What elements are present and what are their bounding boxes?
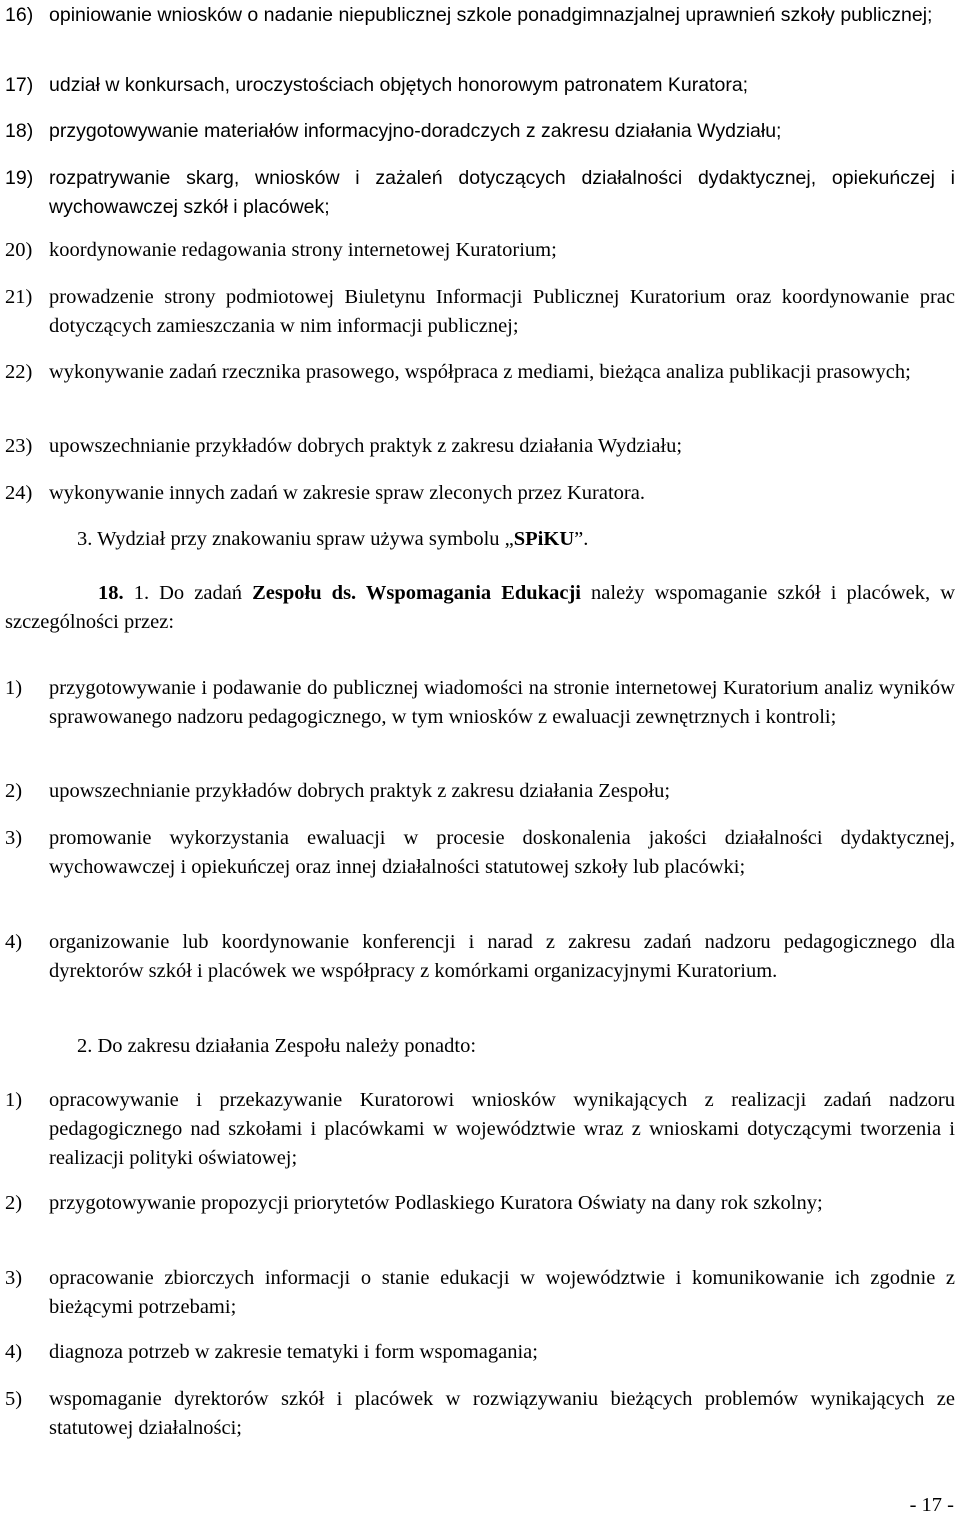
subsection-number: 1.: [133, 582, 150, 604]
list-item-text: przygotowywanie materiałów informacyjno-doradczych z zakresu działania Wydziału;: [49, 120, 782, 142]
list-item: [5, 1, 955, 30]
list-item: [5, 1189, 955, 1218]
list-item: [5, 479, 955, 508]
list-item: [5, 117, 955, 146]
list-item-number: 22): [5, 361, 33, 383]
list-item-number: 2): [5, 1192, 23, 1214]
list-item-number: 20): [5, 239, 33, 261]
list-item: [5, 928, 955, 986]
list-item: [5, 674, 955, 732]
list-item-number: 19): [5, 167, 34, 189]
list-item: [5, 777, 955, 806]
list-item-text: diagnoza potrzeb w zakresie tematyki i form wspomagania;: [49, 1341, 538, 1363]
list-item-text: udział w konkursach, uroczystościach objętych honorowym patronatem Kuratora;: [49, 74, 749, 96]
paragraph-text-b: należy wspomaganie szkół i placówek, w szczególności przez:: [5, 582, 956, 633]
list-item-number: 3): [5, 827, 23, 849]
list-item-number: 21): [5, 286, 33, 308]
list-item-text: opracowanie zbiorczych informacji o stanie edukacji w województwie i komunikowanie ich zgodnie z bieżącymi potrzebami;: [49, 1267, 955, 1318]
list-item-text: przygotowywanie propozycji priorytetów Podlaskiego Kuratora Oświaty na dany rok szkolny;: [49, 1192, 823, 1214]
list-item: [5, 432, 955, 461]
team-name: Zespołu ds. Wspomagania Edukacji: [252, 582, 581, 604]
list-item: [5, 1338, 955, 1367]
section-3-line: [77, 525, 588, 554]
list-item-number: 24): [5, 482, 33, 504]
list-item-number: 3): [5, 1267, 23, 1289]
list-item-number: 5): [5, 1388, 23, 1410]
section-text-end: ”.: [574, 528, 589, 550]
list-item-number: 4): [5, 931, 23, 953]
list-item: [5, 1385, 955, 1443]
list-item-text: opracowywanie i przekazywanie Kuratorowi wniosków wynikających z realizacji zadań nadzoru pedagogicznego nad szkołami i placówkami w województwie wraz z wnioskami dotyczącymi tworzenia i realizacji polityki oświatowej;: [49, 1089, 955, 1169]
section-number: 2.: [77, 1035, 93, 1057]
list-item: [5, 236, 955, 265]
list-item-text: wykonywanie innych zadań w zakresie spraw zleconych przez Kuratora.: [49, 482, 645, 504]
section-2-line: [77, 1032, 476, 1061]
list-item-number: 17): [5, 74, 34, 96]
list-item: [5, 71, 955, 100]
list-item-text: upowszechnianie przykładów dobrych praktyk z zakresu działania Wydziału;: [49, 435, 683, 457]
paragraph-number: 18.: [98, 582, 124, 604]
list-item-text: promowanie wykorzystania ewaluacji w procesie doskonalenia jakości działalności dydaktycznej, wychowawczej i opiekuńczej oraz innej działalności statutowej szkoły lub placówki;: [49, 827, 955, 878]
list-item-number: 18): [5, 120, 34, 142]
paragraph-text-a: Do zadań: [159, 582, 243, 604]
list-item-number: 4): [5, 1341, 23, 1363]
list-item: [5, 283, 955, 341]
list-item: [5, 358, 955, 387]
section-text: Do zakresu działania Zespołu należy ponadto:: [97, 1035, 477, 1057]
list-item-text: opiniowanie wniosków o nadanie niepublicznej szkole ponadgimnazjalnej uprawnień szkoły publicznej;: [49, 4, 933, 26]
list-item: [5, 824, 955, 882]
list-item: [5, 164, 955, 222]
list-item-number: 16): [5, 4, 34, 26]
paragraph-18: [5, 579, 955, 637]
list-item-text: upowszechnianie przykładów dobrych praktyk z zakresu działania Zespołu;: [49, 780, 671, 802]
list-item-number: 2): [5, 780, 23, 802]
list-item-text: wspomaganie dyrektorów szkół i placówek w rozwiązywaniu bieżących problemów wynikających ze statutowej działalności;: [49, 1388, 955, 1439]
list-item: [5, 1264, 955, 1322]
list-item-text: wykonywanie zadań rzecznika prasowego, współpraca z mediami, bieżąca analiza publikacji prasowych;: [49, 361, 911, 383]
list-item-text: koordynowanie redagowania strony internetowej Kuratorium;: [49, 239, 557, 261]
list-item: [5, 1086, 955, 1173]
list-item-number: 1): [5, 677, 23, 699]
section-number: 3.: [77, 528, 93, 550]
symbol-code: SPiKU: [513, 528, 575, 550]
list-item-number: 23): [5, 435, 33, 457]
list-item-text: przygotowywanie i podawanie do publicznej wiadomości na stronie internetowej Kuratorium analiz wyników sprawowanego nadzoru pedagogicznego, w tym wniosków z ewaluacji zewnętrznych i kontroli;: [49, 677, 955, 728]
list-item-number: 1): [5, 1089, 23, 1111]
page-number: - 17 -: [909, 1494, 954, 1516]
list-item-text: organizowanie lub koordynowanie konferencji i narad z zakresu zadań nadzoru pedagogicznego dla dyrektorów szkół i placówek we współpracy z komórkami organizacyjnymi Kuratorium.: [49, 931, 955, 982]
section-text: Wydział przy znakowaniu spraw używa symbolu „: [97, 528, 514, 550]
list-item-text: rozpatrywanie skarg, wniosków i zażaleń dotyczących działalności dydaktycznej, opiekuńczej i wychowawczej szkół i placówek;: [49, 167, 955, 218]
list-item-text: prowadzenie strony podmiotowej Biuletynu Informacji Publicznej Kuratorium oraz koordynowanie prac dotyczących zamieszczania w nim informacji publicznej;: [49, 286, 955, 337]
